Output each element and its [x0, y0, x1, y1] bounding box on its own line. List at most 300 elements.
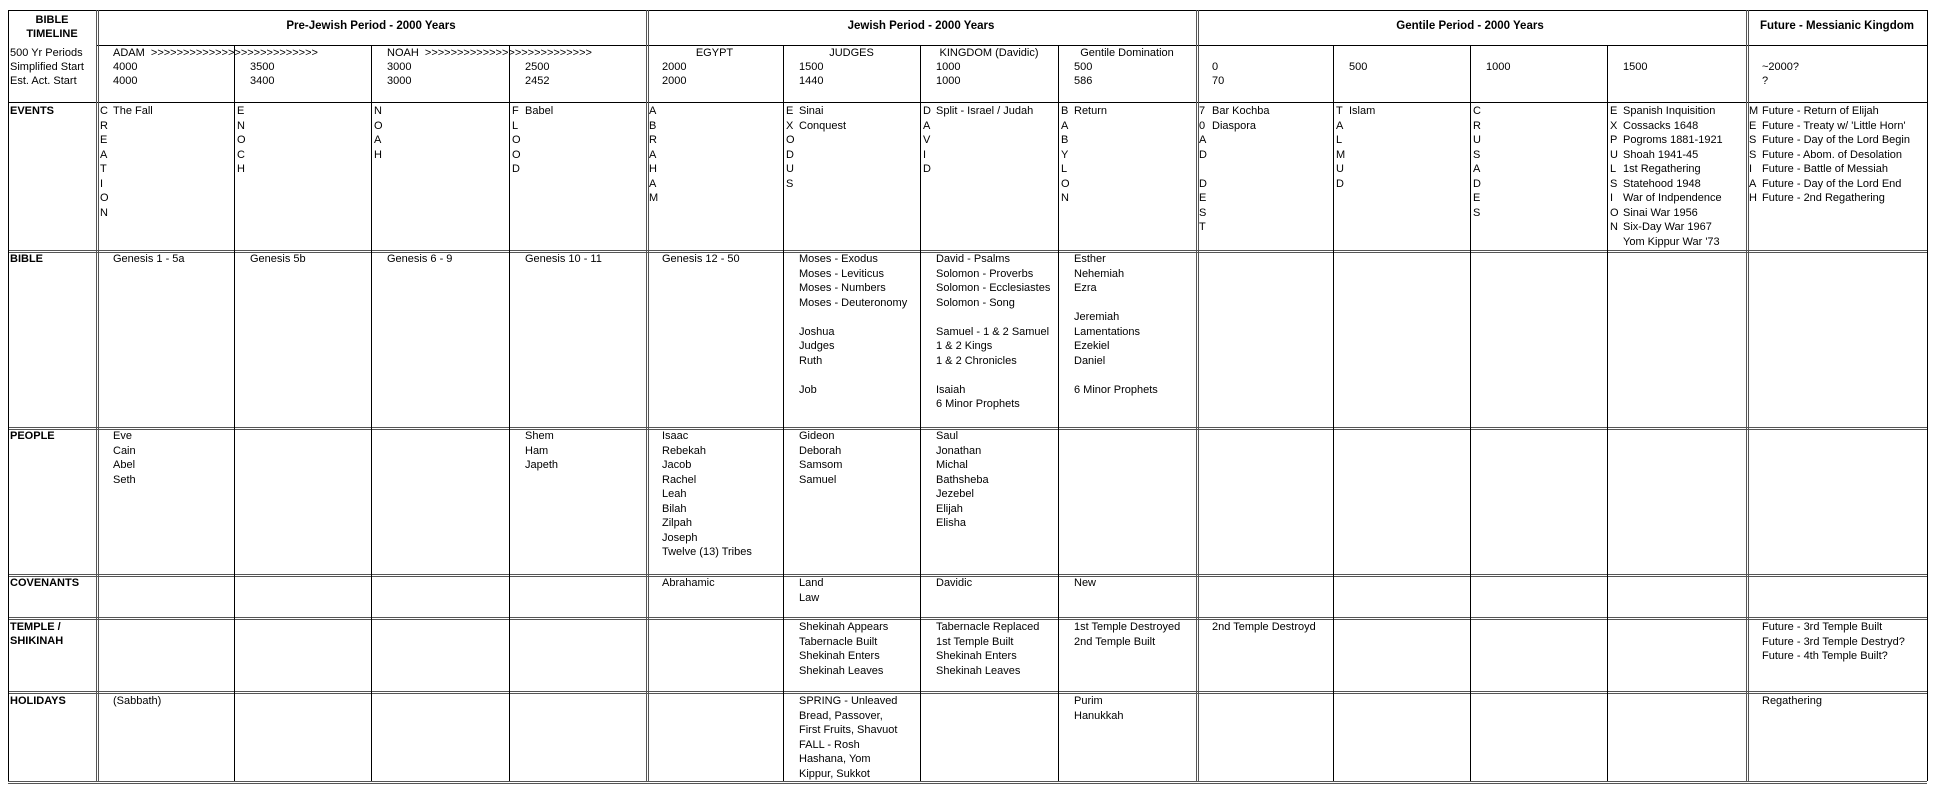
event-acrostic-letter: 7: [1199, 105, 1206, 117]
event-acrostic: [923, 104, 931, 177]
bible-books-item: Lamentations: [1074, 325, 1141, 338]
event-acrostic-letter: L: [512, 119, 519, 132]
period-gentile: Gentile Period - 2000 Years: [1396, 20, 1544, 32]
label-people: PEOPLE: [10, 430, 55, 442]
people-list-item: Cain: [113, 444, 136, 457]
column-simplified-start: 70: [1212, 75, 1225, 87]
grid-vline: [1607, 45, 1608, 781]
event-acrostic-letter: P: [1610, 134, 1618, 146]
event-items-item: Islam: [1349, 105, 1376, 117]
event-acrostic-letter: A: [1061, 119, 1069, 132]
event-acrostic-letter: R: [100, 119, 108, 132]
event-acrostic-letter: A: [100, 148, 108, 161]
grid-vline: [234, 45, 235, 781]
temple-events-item: Future - 3rd Temple Built: [1762, 621, 1883, 633]
event-acrostic-letter: S: [1749, 134, 1757, 146]
column-period-label: EGYPT: [695, 47, 734, 59]
label-covenants: COVENANTS: [10, 577, 80, 589]
event-items-item: Spanish Inquisition: [1623, 105, 1716, 117]
bible-books: [936, 252, 1050, 412]
people-list-item: Saul: [936, 430, 959, 442]
event-acrostic: [1199, 104, 1207, 235]
event-acrostic-letter: M: [1336, 148, 1346, 161]
label-temple-line-2: SHIKINAH: [10, 635, 64, 647]
event-acrostic: [649, 104, 658, 206]
people-list-item: Bathsheba: [936, 473, 989, 486]
event-acrostic-letter: B: [1061, 105, 1069, 117]
event-acrostic-letter: A: [1749, 177, 1757, 190]
event-acrostic-letter: B: [649, 119, 657, 132]
bible-books-item: 6 Minor Prophets: [1074, 383, 1158, 396]
people-list-item: Shem: [525, 430, 554, 442]
column-period-label: ~2000?: [1762, 61, 1800, 73]
event-acrostic-letter: C: [1473, 105, 1481, 117]
temple-events-item: Shekinah Leaves: [799, 664, 884, 677]
holiday-list-item: Bread, Passover,: [799, 709, 883, 722]
bible-books-item: Samuel - 1 & 2 Samuel: [936, 325, 1050, 338]
event-acrostic-letter: U: [1336, 163, 1344, 175]
event-acrostic-letter: D: [1473, 177, 1481, 190]
event-acrostic-letter: U: [1473, 134, 1481, 146]
period-pre-jewish: Pre-Jewish Period - 2000 Years: [286, 20, 456, 32]
column-simplified-start: 4000: [113, 61, 138, 73]
grid-vline: [920, 45, 921, 781]
event-acrostic-letter: X: [786, 119, 794, 132]
bible-books-item: Moses - Deuteronomy: [799, 296, 908, 309]
event-acrostic-letter: A: [649, 177, 657, 190]
period-jewish: Jewish Period - 2000 Years: [847, 20, 995, 32]
grid-hline: [8, 691, 1927, 694]
holiday-list-item: Hanukkah: [1074, 709, 1124, 722]
bible-books-item: Joshua: [799, 325, 835, 338]
people-list-item: Abel: [113, 459, 136, 471]
temple-events-item: 2nd Temple Built: [1074, 635, 1156, 648]
bible-books-item: [799, 368, 907, 383]
people-list-item: Jacob: [662, 459, 692, 471]
column-actual-start: 586: [1074, 75, 1093, 87]
event-acrostic-letter: M: [1749, 105, 1759, 117]
covenant-list: [662, 576, 715, 591]
grid-vline: [371, 45, 372, 781]
temple-events-item: 2nd Temple Destroyd: [1212, 621, 1316, 633]
bible-books-item: Judges: [799, 340, 835, 352]
event-items-item: Yom Kippur War '73: [1623, 235, 1720, 248]
column-period-label: 500: [1349, 61, 1368, 73]
event-items: [1212, 104, 1269, 133]
bible-books-item: 1 & 2 Kings: [936, 340, 993, 352]
event-acrostic-letter: D: [786, 148, 794, 161]
event-acrostic-letter: F: [512, 105, 519, 117]
holiday-list: [799, 694, 897, 781]
event-acrostic-letter: A: [649, 105, 657, 117]
column-period-label: 1500: [1623, 61, 1648, 73]
event-acrostic-letter: N: [100, 206, 108, 219]
bible-books-item: Genesis 5b: [250, 253, 306, 265]
event-acrostic-letter: D: [512, 163, 520, 175]
event-acrostic-letter: A: [1199, 134, 1207, 146]
bible-books: [113, 252, 185, 267]
column-actual-start: 2452: [525, 75, 550, 87]
temple-events-item: 1st Temple Built: [936, 635, 1014, 648]
holiday-list-item: Regathering: [1762, 695, 1822, 707]
bible-books-item: Genesis 12 - 50: [662, 253, 740, 265]
event-items-item: Future - Day of the Lord Begin: [1762, 134, 1910, 146]
holiday-list-item: First Fruits, Shavuot: [799, 724, 898, 736]
event-acrostic: [512, 104, 521, 177]
event-items-item: Future - Return of Elijah: [1762, 105, 1879, 117]
event-items-item: Diaspora: [1212, 119, 1257, 132]
bible-books-item: Solomon - Ecclesiastes: [936, 282, 1051, 294]
event-acrostic-letter: E: [1199, 192, 1207, 204]
people-list-item: Deborah: [799, 444, 842, 457]
event-acrostic-letter: H: [374, 148, 382, 161]
bible-books-item: Isaiah: [936, 383, 966, 396]
label-holidays: HOLIDAYS: [10, 695, 66, 707]
temple-events-item: Shekinah Appears: [799, 621, 889, 633]
grid-vline: [783, 45, 784, 781]
event-acrostic-letter: E: [1610, 105, 1618, 117]
people-list-item: Zilpah: [662, 517, 692, 529]
covenant-list: [1074, 576, 1096, 591]
people-list-item: Michal: [936, 459, 968, 471]
event-acrostic-letter: E: [1473, 192, 1481, 204]
event-items: [1074, 104, 1107, 119]
bible-books-item: Nehemiah: [1074, 267, 1125, 280]
event-acrostic-letter: Y: [1061, 148, 1069, 161]
covenant-list: [936, 576, 972, 591]
event-items: [936, 104, 1033, 119]
grid-vline: [1927, 10, 1928, 781]
label-bible: BIBLE: [10, 253, 43, 265]
event-acrostic-letter: A: [649, 148, 657, 161]
temple-events-item: Future - 3rd Temple Destryd?: [1762, 635, 1905, 648]
event-acrostic-letter: D: [1199, 148, 1207, 161]
event-acrostic-letter: H: [237, 163, 245, 175]
people-list-item: Jezebel: [936, 488, 974, 500]
event-acrostic-letter: S: [1473, 148, 1481, 161]
bible-books-item: Moses - Exodus: [799, 253, 878, 265]
column-period-label: ADAM >>>>>>>>>>>>>>>>>>>>>>>>>>: [113, 47, 318, 59]
event-items-item: Shoah 1941-45: [1623, 148, 1699, 161]
column-period-label: NOAH >>>>>>>>>>>>>>>>>>>>>>>>>>: [387, 47, 592, 59]
event-acrostic-letter: E: [786, 105, 794, 117]
event-acrostic: [786, 104, 795, 191]
bible-books-item: Solomon - Song: [936, 296, 1015, 309]
people-list-item: Leah: [662, 488, 687, 500]
bible-books-item: Genesis 10 - 11: [525, 253, 602, 265]
holiday-list-item: FALL - Rosh: [799, 738, 860, 751]
event-acrostic-letter: S: [1610, 177, 1618, 190]
bible-books: [387, 252, 452, 267]
event-acrostic-letter: L: [1061, 163, 1068, 175]
event-acrostic-letter: A: [923, 119, 931, 132]
event-acrostic-letter: U: [1610, 148, 1618, 161]
event-acrostic: [374, 104, 383, 162]
people-list: [936, 429, 989, 531]
temple-events: [1212, 620, 1316, 635]
bible-books: [250, 252, 306, 267]
event-acrostic-letter: H: [1749, 192, 1757, 204]
bible-books-item: Moses - Leviticus: [799, 267, 884, 280]
event-acrostic-letter: C: [100, 105, 108, 117]
grid-vline: [1470, 45, 1471, 781]
event-items-item: Cossacks 1648: [1623, 119, 1699, 132]
event-acrostic-letter: S: [1473, 206, 1481, 219]
column-period-label: Gentile Domination: [1080, 47, 1174, 59]
covenant-list-item: Law: [799, 591, 820, 604]
event-acrostic-letter: S: [786, 177, 794, 190]
holiday-list-item: SPRING - Unleaved: [799, 695, 898, 707]
people-list-item: Jonathan: [936, 444, 982, 457]
event-acrostic-letter: S: [1749, 148, 1757, 161]
event-acrostic-letter: 0: [1199, 119, 1206, 132]
bible-books: [1074, 252, 1158, 397]
label-500-yr-periods: 500 Yr Periods: [10, 47, 83, 59]
bible-books-item: Genesis 6 - 9: [387, 253, 453, 265]
event-items: [1349, 104, 1375, 119]
bible-books-item: Job: [799, 383, 817, 396]
column-actual-start: 3000: [387, 75, 412, 87]
bible-books-item: Ruth: [799, 354, 823, 367]
people-list: [662, 429, 752, 560]
event-acrostic-letter: D: [923, 163, 931, 175]
holiday-list: [113, 694, 161, 709]
bible-books-item: Ezekiel: [1074, 340, 1110, 352]
temple-events-item: Tabernacle Replaced: [936, 621, 1040, 633]
event-acrostic-letter: D: [1336, 177, 1344, 190]
event-acrostic-letter: O: [512, 148, 521, 161]
title-line-2: TIMELINE: [26, 28, 78, 40]
covenant-list: [799, 576, 823, 605]
column-simplified-start: 2500: [525, 61, 550, 73]
grid-vline: [509, 45, 510, 781]
people-list-item: Elisha: [936, 517, 966, 529]
bible-books-item: David - Psalms: [936, 253, 1010, 265]
event-items-item: Return: [1074, 105, 1108, 117]
grid-hline: [8, 10, 1927, 11]
event-acrostic-letter: X: [1610, 119, 1618, 132]
event-acrostic-letter: E: [100, 134, 108, 146]
grid-hline: [8, 102, 1927, 103]
column-period-label: KINGDOM (Davidic): [939, 47, 1039, 59]
event-items-item: Sinai War 1956: [1623, 206, 1698, 219]
people-list-item: Twelve (13) Tribes: [662, 546, 752, 558]
event-acrostic-letter: A: [1473, 163, 1481, 175]
bible-books-item: [936, 368, 1050, 383]
bible-books-item: Moses - Numbers: [799, 282, 886, 294]
event-acrostic-letter: T: [1336, 105, 1343, 117]
event-items-item: Future - 2nd Regathering: [1762, 192, 1885, 204]
holiday-list-item: Hashana, Yom: [799, 753, 871, 765]
event-items: [799, 104, 846, 133]
column-simplified-start: 3500: [250, 61, 275, 73]
event-acrostic-letter: I: [1610, 192, 1614, 204]
column-actual-start: 1440: [799, 75, 824, 87]
event-acrostic-letter: N: [374, 105, 382, 117]
event-acrostic-letter: D: [923, 105, 931, 117]
holiday-list: [1762, 694, 1822, 709]
bible-books-item: Genesis 1 - 5a: [113, 253, 185, 265]
event-acrostic-letter: O: [237, 134, 246, 146]
event-items-item: Babel: [525, 105, 554, 117]
people-list-item: Ham: [525, 444, 549, 457]
event-acrostic-letter: I: [1749, 163, 1753, 175]
column-actual-start: 4000: [113, 75, 138, 87]
event-items-item: Split - Israel / Judah: [936, 105, 1034, 117]
event-acrostic: [1610, 104, 1619, 235]
column-simplified-start: ?: [1762, 75, 1769, 87]
event-items-item: The Fall: [113, 105, 153, 117]
people-list-item: Japeth: [525, 459, 559, 471]
people-list-item: Seth: [113, 473, 136, 486]
event-acrostic-letter: I: [100, 177, 104, 190]
grid-vline: [96, 10, 99, 781]
event-acrostic-letter: U: [786, 163, 794, 175]
temple-events: [1074, 620, 1180, 649]
event-acrostic: [1061, 104, 1070, 206]
bible-books-item: 1 & 2 Chronicles: [936, 354, 1017, 367]
column-simplified-start: 2000: [662, 61, 687, 73]
event-acrostic-letter: L: [1336, 134, 1343, 146]
column-simplified-start: 1000: [936, 61, 961, 73]
event-acrostic-letter: O: [1610, 206, 1619, 219]
event-acrostic: [1336, 104, 1345, 191]
event-acrostic: [1749, 104, 1758, 206]
people-list-item: Joseph: [662, 531, 698, 544]
event-acrostic-letter: O: [374, 119, 383, 132]
bible-books-item: Solomon - Proverbs: [936, 267, 1034, 280]
event-items-item: Statehood 1948: [1623, 177, 1701, 190]
grid-vline: [1058, 45, 1059, 781]
event-acrostic: [237, 104, 246, 177]
event-acrostic-letter: S: [1199, 206, 1207, 219]
event-acrostic-letter: R: [649, 134, 657, 146]
people-list: [113, 429, 136, 487]
column-actual-start: 3400: [250, 75, 275, 87]
column-actual-start: 1000: [936, 75, 961, 87]
event-items-item: 1st Regathering: [1623, 163, 1701, 175]
event-acrostic-letter: L: [1610, 163, 1617, 175]
bible-books-item: 6 Minor Prophets: [936, 398, 1020, 410]
event-items-item: Future - Abom. of Desolation: [1762, 148, 1903, 161]
people-list-item: Samsom: [799, 459, 843, 471]
column-simplified-start: 1500: [799, 61, 824, 73]
temple-events-item: Shekinah Leaves: [936, 664, 1021, 677]
event-items: [1623, 104, 1723, 249]
label-temple-line-1: TEMPLE /: [10, 621, 61, 633]
column-period-label: 0: [1212, 61, 1219, 73]
bible-books-item: [799, 310, 907, 325]
event-items-item: Future - Treaty w/ 'Little Horn': [1762, 119, 1906, 132]
event-items-item: Sinai: [799, 105, 824, 117]
people-list-item: Bilah: [662, 502, 687, 515]
event-acrostic-letter: N: [1061, 192, 1069, 204]
temple-events: [936, 620, 1039, 678]
covenant-list-item: Davidic: [936, 577, 973, 589]
bible-books-item: Jeremiah: [1074, 311, 1120, 323]
label-events: EVENTS: [10, 105, 55, 117]
covenant-list-item: Abrahamic: [662, 577, 715, 589]
bible-books-item: Ezra: [1074, 282, 1097, 294]
event-acrostic: [1473, 104, 1481, 220]
people-list-item: Rachel: [662, 473, 697, 486]
temple-events: [1762, 620, 1905, 664]
holiday-list: [1074, 694, 1124, 723]
event-items-item: Six-Day War 1967: [1623, 221, 1712, 233]
holiday-list-item: Purim: [1074, 695, 1103, 707]
bible-books: [525, 252, 602, 267]
grid-vline: [8, 10, 9, 781]
grid-vline: [1333, 45, 1334, 781]
temple-events-item: Future - 4th Temple Built?: [1762, 650, 1888, 662]
column-period-label: JUDGES: [829, 47, 874, 59]
grid-hline: [8, 781, 1927, 784]
event-acrostic: [100, 104, 109, 220]
bible-books-item: [1074, 368, 1158, 383]
event-acrostic-letter: H: [649, 163, 657, 175]
bible-books-item: [936, 310, 1050, 325]
temple-events: [799, 620, 888, 678]
event-items: [113, 104, 153, 119]
bible-books-item: Esther: [1074, 253, 1106, 265]
bible-books-item: [1074, 296, 1158, 311]
temple-events-item: Tabernacle Built: [799, 635, 878, 648]
event-items-item: Bar Kochba: [1212, 105, 1270, 117]
event-acrostic-letter: C: [237, 148, 245, 161]
event-acrostic-letter: T: [1199, 221, 1206, 233]
event-items-item: Conquest: [799, 119, 847, 132]
people-list-item: Samuel: [799, 473, 837, 486]
event-acrostic-letter: N: [237, 119, 245, 132]
event-items-item: War of Indpendence: [1623, 192, 1722, 204]
people-list: [799, 429, 842, 487]
event-acrostic-letter: E: [1749, 119, 1757, 132]
people-list: [525, 429, 558, 473]
event-acrostic-letter: E: [237, 105, 245, 117]
people-list-item: Elijah: [936, 502, 963, 515]
event-items: [525, 104, 553, 119]
event-acrostic-letter: O: [1061, 177, 1070, 190]
period-messianic: Future - Messianic Kingdom: [1760, 20, 1914, 32]
bible-books-item: Daniel: [1074, 354, 1106, 367]
event-acrostic-letter: T: [100, 163, 107, 175]
event-acrostic-letter: A: [1336, 119, 1344, 132]
column-simplified-start: 500: [1074, 61, 1093, 73]
column-actual-start: 2000: [662, 75, 687, 87]
column-period-label: 1000: [1486, 61, 1511, 73]
event-items-item: Future - Battle of Messiah: [1762, 163, 1888, 175]
event-acrostic-letter: V: [923, 134, 931, 146]
event-items: [1762, 104, 1910, 206]
event-acrostic-letter: O: [786, 134, 795, 146]
label-actual-start: Est. Act. Start: [10, 75, 77, 87]
covenant-list-item: New: [1074, 577, 1097, 589]
people-list-item: Gideon: [799, 430, 835, 442]
event-acrostic-letter: [1199, 162, 1207, 177]
event-acrostic-letter: D: [1199, 177, 1207, 190]
event-acrostic-letter: N: [1610, 221, 1618, 233]
event-acrostic-letter: B: [1061, 134, 1069, 146]
holiday-list-item: (Sabbath): [113, 695, 162, 707]
people-list-item: Eve: [113, 430, 132, 442]
event-acrostic-letter: A: [374, 134, 382, 146]
title-line-1: BIBLE: [35, 14, 69, 26]
event-items-item: Pogroms 1881-1921: [1623, 134, 1723, 146]
bible-books: [662, 252, 740, 267]
column-simplified-start: 3000: [387, 61, 412, 73]
event-acrostic-letter: O: [100, 192, 109, 204]
temple-events-item: Shekinah Enters: [799, 650, 880, 662]
